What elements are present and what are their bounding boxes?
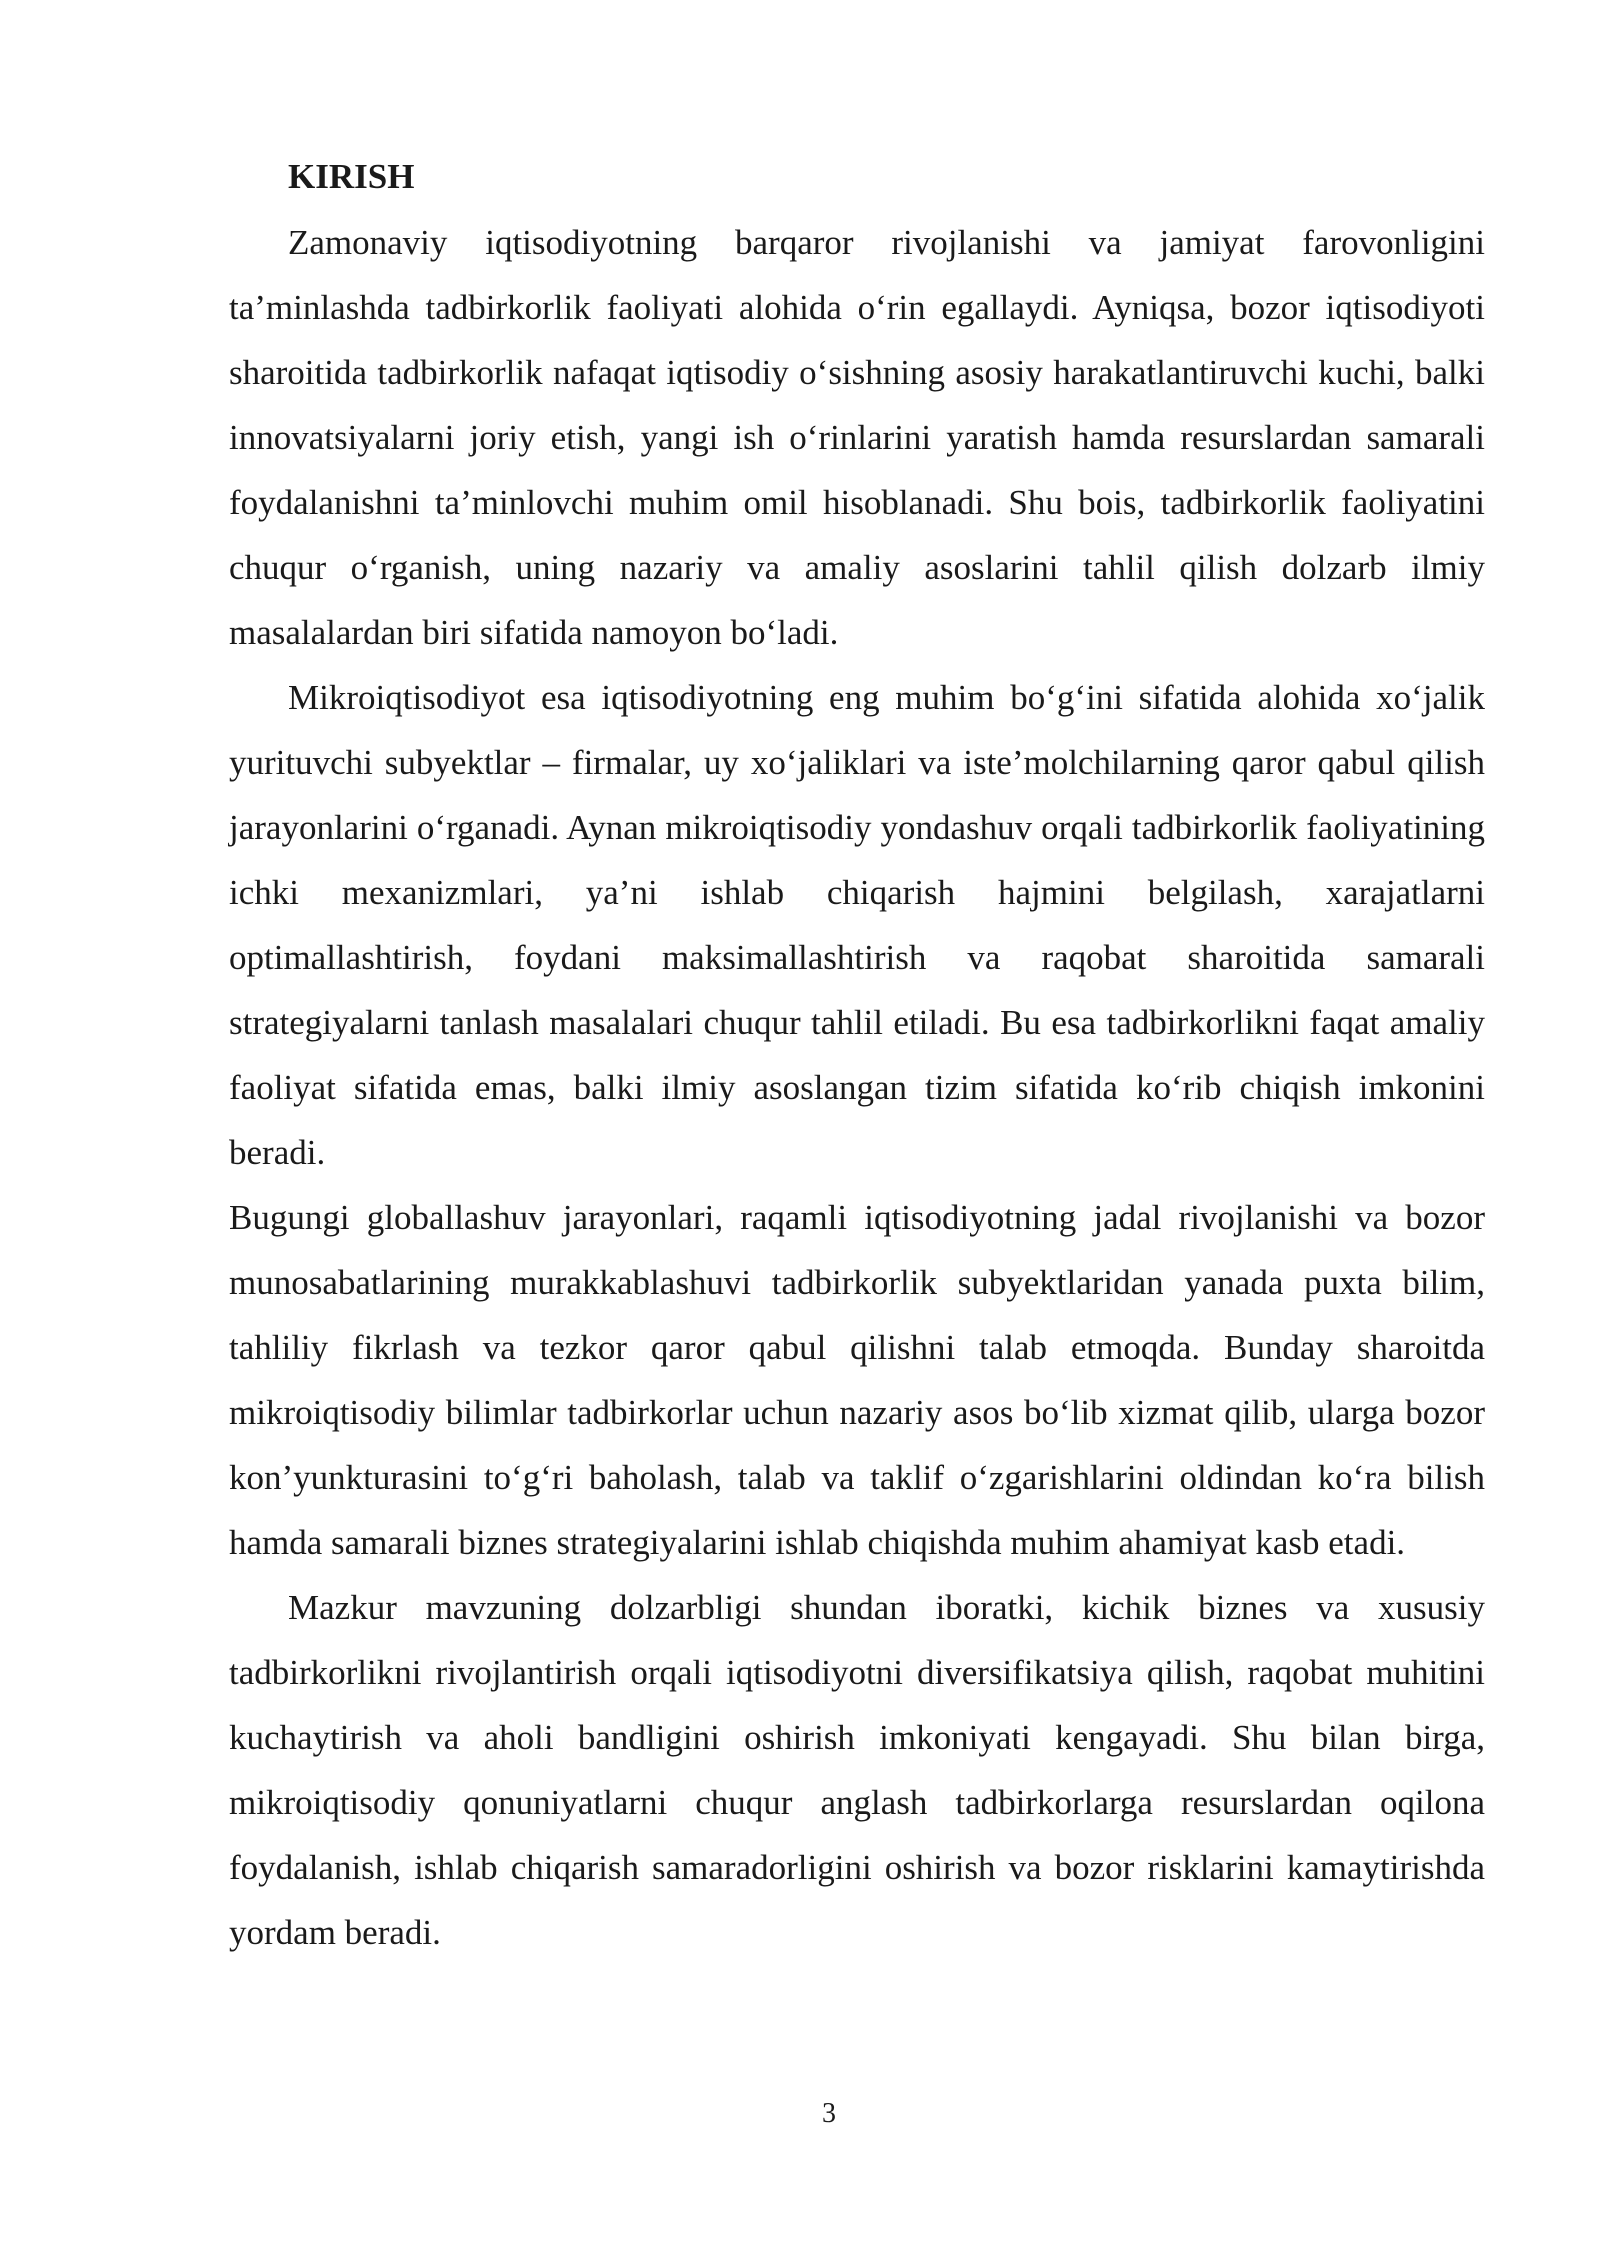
document-body	[229, 150, 1485, 1965]
paragraph-4: Mazkur mavzuning dolzarbligi shundan iboratki, kichik biznes va xususiy tadbirkorlikni rivojlantirish orqali iqtisodiyotni diversifikatsiya qilish, raqobat muhitini kuchaytirish va aholi bandligini oshirish imkoniyati kengayadi. Shu bilan birga, mikroiqtisodiy qonuniyatlarni chuqur anglash tadbirkorlarga resurslardan oqilona foydalanish, ishlab chiqarish samaradorligini oshirish va bozor risklarini kamaytirishda yordam beradi.	[229, 1588, 1485, 1952]
paragraph-3: Bugungi globallashuv jarayonlari, raqamli iqtisodiyotning jadal rivojlanishi va bozor munosabatlarining murakkablashuvi tadbirkorlik subyektlaridan yanada puxta bilim, tahliliy fikrlash va tezkor qaror qabul qilishni talab etmoqda. Bunday sharoitda mikroiqtisodiy bilimlar tadbirkorlar uchun nazariy asos bo‘lib xizmat qilib, ularga bozor kon’yunkturasini to‘g‘ri baholash, talab va taklif o‘zgarishlarini oldindan ko‘ra bilish hamda samarali biznes strategiyalarini ishlab chiqishda muhim ahamiyat kasb etadi.	[229, 1198, 1485, 1562]
paragraph-2: Mikroiqtisodiyot esa iqtisodiyotning eng muhim bo‘g‘ini sifatida alohida xo‘jalik yurituvchi subyektlar – firmalar, uy xo‘jaliklari va iste’molchilarning qaror qabul qilish jarayonlarini o‘rganadi. Aynan mikroiqtisodiy yondashuv orqali tadbirkorlik faoliyatining ichki mexanizmlari, ya’ni ishlab chiqarish hajmini belgilash, xarajatlarni optimallashtirish, foydani maksimallashtirish va raqobat sharoitida samarali strategiyalarni tanlash masalalari chuqur tahlil etiladi. Bu esa tadbirkorlikni faqat amaliy faoliyat sifatida emas, balki ilmiy asoslangan tizim sifatida ko‘rib chiqish imkonini beradi.	[229, 678, 1485, 1172]
page-number: 3	[822, 2098, 836, 2129]
section-heading: KIRISH	[288, 157, 415, 196]
paragraph-1: Zamonaviy iqtisodiyotning barqaror rivojlanishi va jamiyat farovonligini ta’minlashda tadbirkorlik faoliyati alohida o‘rin egallaydi. Ayniqsa, bozor iqtisodiyoti sharoitida tadbirkorlik nafaqat iqtisodiy o‘sishning asosiy harakatlantiruvchi kuchi, balki innovatsiyalarni joriy etish, yangi ish o‘rinlarini yaratish hamda resurslardan samarali foydalanishni ta’minlovchi muhim omil hisoblanadi. Shu bois, tadbirkorlik faoliyatini chuqur o‘rganish, uning nazariy va amaliy asoslarini tahlil qilish dolzarb ilmiy masalalardan biri sifatida namoyon bo‘ladi.	[229, 223, 1485, 652]
